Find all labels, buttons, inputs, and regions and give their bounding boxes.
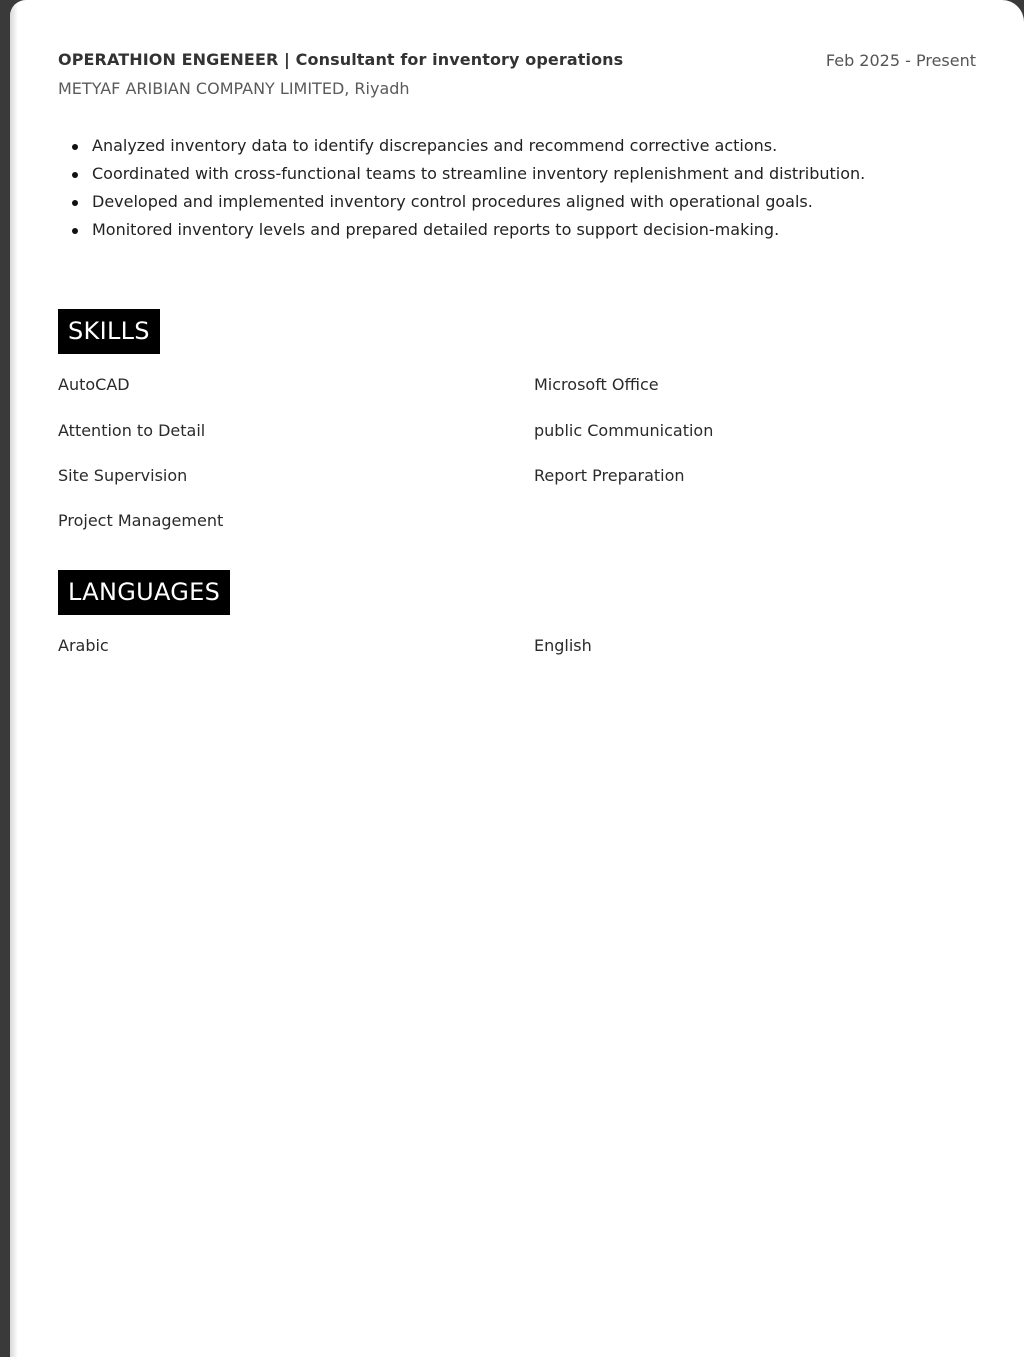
- skill-item: public Communication: [534, 421, 714, 440]
- skill-item: Attention to Detail: [58, 421, 206, 440]
- bullet-dot-icon: [72, 228, 78, 234]
- language-item: English: [534, 636, 592, 655]
- skill-item: Project Management: [58, 511, 224, 530]
- skill-item: Microsoft Office: [534, 375, 659, 394]
- skill-item: Report Preparation: [534, 466, 685, 485]
- languages-heading: LANGUAGES: [58, 570, 230, 615]
- company-name: METYAF ARIBIAN COMPANY LIMITED, Riyadh: [58, 79, 410, 98]
- page-edge-shadow: [10, 0, 18, 1357]
- job-dates: Feb 2025 - Present: [825, 51, 976, 70]
- resume-page: [10, 0, 1024, 1357]
- bullet-dot-icon: [72, 200, 78, 206]
- bullet-text: Monitored inventory levels and prepared detailed reports to support decision-making.: [92, 220, 780, 239]
- experience-bullets: [58, 132, 976, 244]
- bullet-item: [58, 216, 976, 244]
- skill-item: Site Supervision: [58, 466, 188, 485]
- skill-item: AutoCAD: [58, 375, 130, 394]
- bullet-text: Coordinated with cross-functional teams to streamline inventory replenishment and distribution.: [92, 164, 866, 183]
- experience-entry-header: [58, 0, 976, 110]
- bullet-text: Analyzed inventory data to identify discrepancies and recommend corrective actions.: [92, 136, 778, 155]
- job-title: OPERATHION ENGENEER | Consultant for inventory operations: [58, 50, 624, 69]
- bullet-dot-icon: [72, 144, 78, 150]
- bullet-text: Developed and implemented inventory control procedures aligned with operational goals.: [92, 192, 813, 211]
- resume-content: [58, 0, 976, 655]
- bullet-item: [58, 160, 976, 188]
- bullet-item: [58, 188, 976, 216]
- skills-heading: SKILLS: [58, 309, 160, 354]
- language-item: Arabic: [58, 636, 109, 655]
- bullet-dot-icon: [72, 172, 78, 178]
- bullet-item: [58, 132, 976, 160]
